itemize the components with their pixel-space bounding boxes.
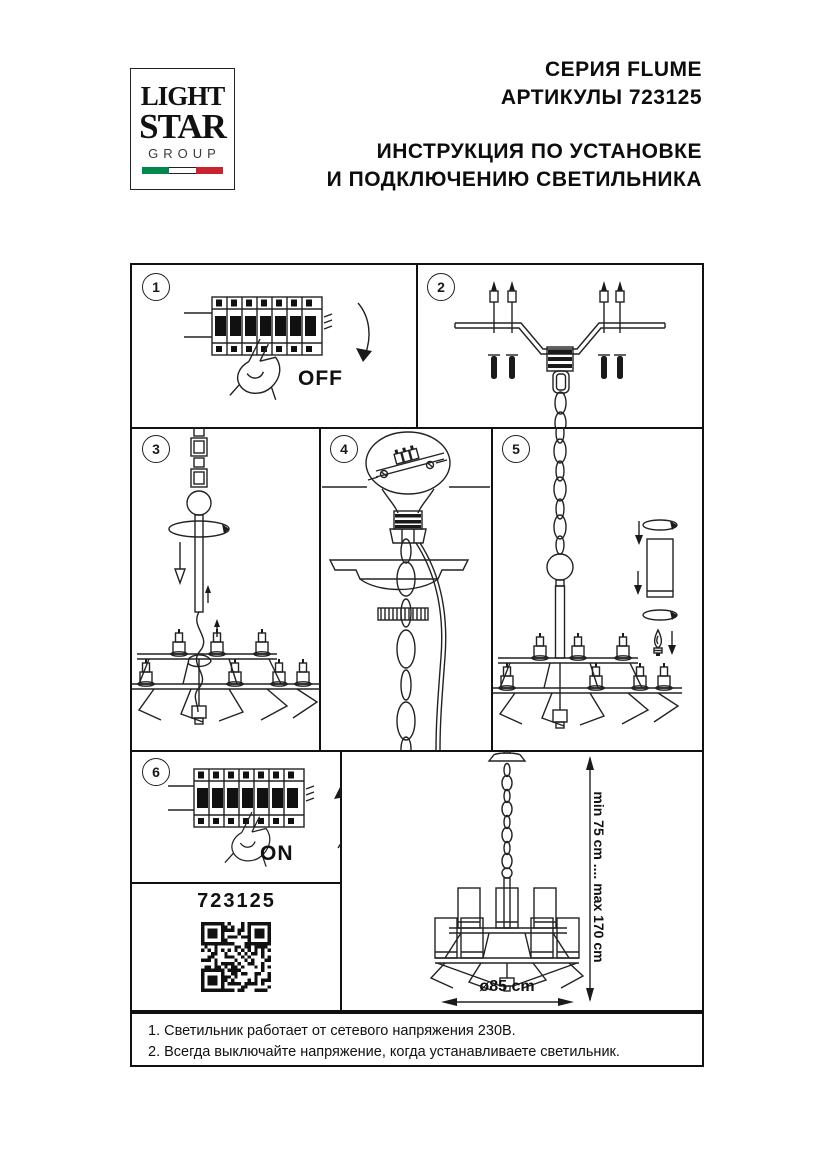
diameter-label: ø85 cm [479, 978, 535, 995]
step-5-panel [492, 427, 702, 750]
chandelier-rod-drawing [132, 427, 320, 750]
step-2-number: 2 [427, 273, 455, 301]
note-1: 1. Светильник работает от сетевого напряжения 230В. [148, 1023, 516, 1039]
step-3-number: 3 [142, 435, 170, 463]
instruction-title-line1: ИНСТРУКЦИЯ ПО УСТАНОВКЕ [376, 140, 702, 163]
flag-white-segment [169, 167, 196, 174]
breaker-off-drawing [132, 265, 417, 427]
step-1-number: 1 [142, 273, 170, 301]
step-5-number: 5 [502, 435, 530, 463]
step-3-panel [132, 427, 320, 750]
article-qr-panel [132, 882, 341, 1010]
logo-light-text: LIGHT [140, 81, 225, 111]
note-2: 2. Всегда выключайте напряжение, когда устанавливаете светильник. [148, 1044, 620, 1060]
notes-box [130, 1012, 704, 1067]
article-number: 723125 [197, 890, 276, 912]
flag-green-segment [142, 167, 169, 174]
shade-assembly-drawing [492, 427, 702, 750]
dimension-drawing [341, 750, 702, 1010]
instruction-title-line2: И ПОДКЛЮЧЕНИЮ СВЕТИЛЬНИКА [326, 168, 702, 191]
flag-red-segment [196, 167, 223, 174]
step-2-panel [417, 265, 702, 427]
logo-star-text: STAR [139, 107, 226, 146]
step-6-number: 6 [142, 758, 170, 786]
dimensions-panel [341, 750, 702, 1010]
qr-code-icon [201, 922, 271, 992]
italy-flag-icon [142, 167, 224, 174]
on-label: ON [260, 842, 294, 865]
step-4-panel [320, 427, 492, 750]
title-block [327, 56, 702, 194]
off-label: OFF [298, 367, 343, 390]
instruction-title [327, 138, 702, 194]
diagram-grid [130, 263, 704, 1012]
step-1-panel [132, 265, 417, 427]
ceiling-connection-drawing [320, 427, 492, 750]
articles-title: АРТИКУЛЫ 723125 [500, 86, 702, 109]
height-range-label: min 75 cm .... max 170 cm [591, 791, 607, 963]
mounting-bracket-drawing [417, 265, 702, 427]
step-4-number: 4 [330, 435, 358, 463]
logo-group-text: GROUP [148, 146, 221, 161]
lightstar-logo [130, 68, 235, 190]
series-title: СЕРИЯ FLUME [544, 58, 702, 81]
step-6-panel [132, 750, 341, 882]
